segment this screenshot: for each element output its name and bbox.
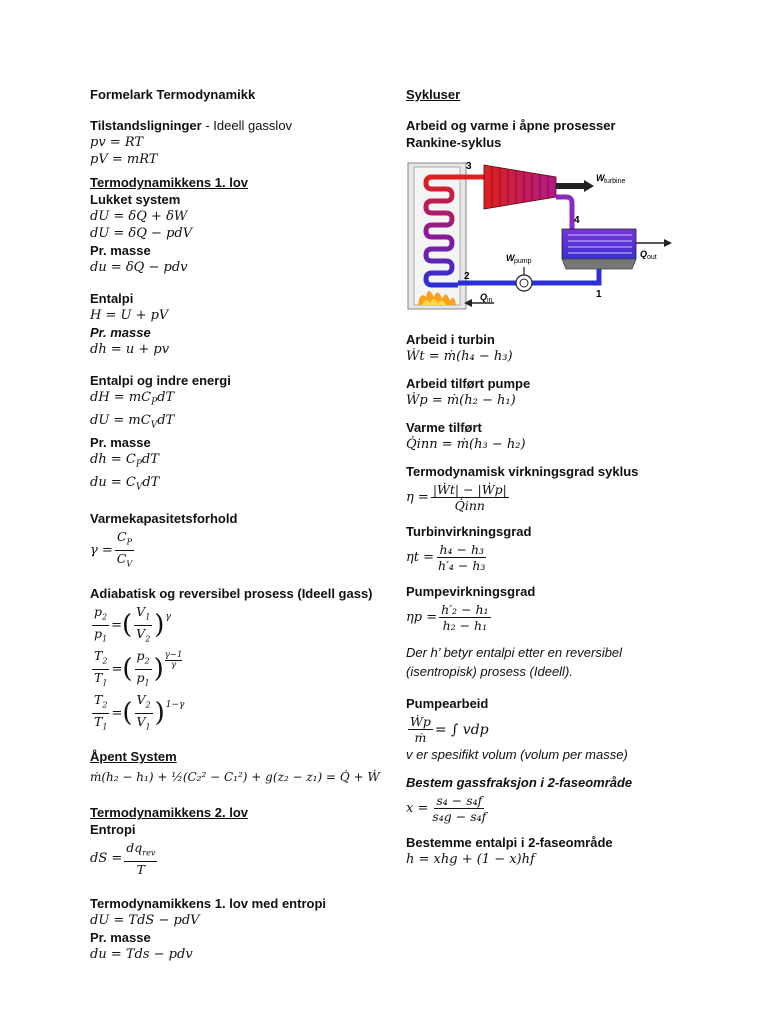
eq-virkningsgrad-den: Q̇inn — [454, 498, 485, 513]
eq-indre-1-b: dT — [157, 390, 175, 405]
right-column — [406, 86, 726, 868]
eq-indre-4-b: dT — [142, 474, 160, 490]
eq-entropi-fraction — [124, 840, 157, 877]
eq-lov1-entropi-2: du = Tds − pdv — [90, 946, 193, 962]
rankine-heading: Rankine-syklus — [406, 135, 502, 150]
eq-indre-4: du = $C_VdT$ — [90, 474, 160, 493]
adiabatisk-heading: Adiabatisk og reversibel prosess (Ideell gass) — [90, 586, 373, 602]
eq-entropi-num: dq — [126, 840, 143, 856]
eq-pumpearbeid-num: Ẇp — [410, 714, 431, 729]
isentropic-note: Der h’ betyr entalpi etter en reversibel (isentropisk) prosess (Ideell). — [406, 645, 623, 679]
eq-pumpearbeid-den: ṁ — [414, 730, 427, 745]
condenser — [562, 229, 636, 259]
eq-entropi — [90, 840, 390, 877]
eq-entalpi-1: H = U + pV — [90, 308, 169, 323]
w-pump-label: W — [506, 253, 515, 263]
q-in-sub: in — [487, 297, 493, 304]
turbine — [484, 165, 556, 209]
lov2-heading: Termodynamikkens 2. lov — [90, 805, 248, 821]
pr-masse-label: Pr. masse — [90, 325, 151, 340]
eq-indre-2-b: dT — [157, 412, 175, 428]
eq-varme-tilfort: Q̇inn = ṁ(h₃ − h₂) — [406, 437, 526, 452]
eq-pumpearbeid — [406, 714, 726, 745]
q-out-label: Q — [640, 249, 648, 259]
apent-system-heading: Åpent System — [90, 749, 177, 765]
document-title: Formelark Termodynamikk — [90, 87, 256, 102]
eq-turbinvirk-den: h′₄ − h₃ — [438, 558, 486, 573]
state-4-label: 4 — [574, 215, 580, 226]
eq-indre-1-a: dH = mC — [90, 390, 152, 405]
indre-energi-heading: Entalpi og indre energi — [90, 373, 231, 388]
pump — [516, 275, 532, 291]
tilstand-sub: Ideell gasslov — [213, 118, 293, 133]
state-3-label: 3 — [466, 161, 472, 172]
pr-masse-label: Pr. masse — [90, 435, 151, 451]
eq-lov1-2: dU = δQ − pdV — [90, 226, 193, 241]
q-in-label: Q — [480, 292, 488, 302]
pumpe-heading: Arbeid tilført pumpe — [406, 376, 531, 391]
shaft-arrow-icon — [584, 180, 594, 192]
varmekapasitet-heading: Varmekapasitetsforhold — [90, 511, 238, 527]
tilstand-heading — [90, 117, 390, 134]
spesifikt-volum-note: v er spesifikt volum (volum per masse) — [406, 747, 628, 762]
eq-turbinvirkningsgrad — [406, 542, 726, 573]
eq-indre-2: dU = $mC_VdT$ — [90, 412, 175, 431]
eq-lov1-3: du = δQ − pdv — [90, 260, 188, 275]
eq-pumpevirk-num: h′₂ − h₁ — [441, 602, 489, 617]
eq-gamma-fraction: $\frac{C_P}{C_V}$ — [116, 529, 133, 569]
eq-indre-1: dH = $mC_PdT$ — [90, 390, 175, 408]
eq-gassfraksjon-lhs: x = — [406, 801, 429, 816]
eq-gamma-den: C — [116, 550, 127, 566]
eq-virkningsgrad — [406, 482, 726, 513]
w-turbine-label: W — [596, 173, 605, 183]
q-out-arrow-icon — [664, 239, 672, 247]
eq-lov1-entropi-1: dU = TdS − pdV — [90, 912, 200, 928]
eq-entalpi-2fase: h = xhg + (1 − x)hf — [406, 852, 535, 867]
lukket-system-label: Lukket system — [90, 192, 181, 207]
pumpevirkningsgrad-heading: Pumpevirkningsgrad — [406, 584, 536, 599]
sykluser-title: Sykluser — [406, 87, 461, 102]
eq-pumpevirk-den: h₂ − h₁ — [442, 618, 488, 633]
eq-ideal-gas-1: pv = RT — [90, 135, 144, 150]
eq-entropi-den: T — [136, 861, 145, 877]
tilstand-sep: - — [201, 118, 214, 133]
eq-entalpi-2: dh = u + pv — [90, 342, 170, 357]
turbin-heading: Arbeid i turbin — [406, 332, 495, 347]
w-turbine-sub: turbine — [604, 178, 626, 185]
eq-turbinvirk-lhs: ηt = — [406, 550, 435, 565]
w-pump-sub: pump — [514, 258, 532, 265]
eq-entropi-num-sub: rev — [142, 848, 156, 858]
eq-virkningsgrad-lhs: η = — [406, 490, 429, 505]
pr-masse-label: Pr. masse — [90, 243, 151, 258]
lov1-entropi-heading: Termodynamikkens 1. lov med entropi — [90, 895, 326, 911]
eq-lov1-1: dU = δQ + δW — [90, 209, 188, 224]
eq-ideal-gas-2: pV = mRT — [90, 152, 158, 167]
left-column — [90, 86, 390, 963]
state-1-label: 1 — [596, 289, 602, 300]
eq-indre-2-a: dU = mC — [90, 412, 151, 428]
eq-pumpe: Ẇp = ṁ(h₂ − h₁) — [406, 393, 516, 408]
varme-tilfort-heading: Varme tilført — [406, 420, 482, 435]
eq-adiabatic-2: $\frac{T_2}{T_1}$ = ( $\frac{p_2}{p_1}$ ) γ−1 γ — [94, 648, 183, 688]
eq-gamma-lhs: γ = — [90, 542, 113, 558]
eq-gassfraksjon — [406, 793, 726, 824]
rankine-diagram — [406, 157, 696, 317]
eq-turbinvirk-num: h₄ − h₃ — [439, 542, 485, 557]
entalpi-heading: Entalpi — [90, 291, 134, 306]
lov1-heading: Termodynamikkens 1. lov — [90, 175, 248, 190]
gassfraksjon-heading: Bestem gassfraksjon i 2-faseområde — [406, 775, 633, 790]
eq-gassfraksjon-den: s₄g − s₄f — [432, 809, 487, 824]
eq-pumpearbeid-rhs: = ∫ vdp — [434, 721, 489, 738]
eq-gamma — [90, 529, 390, 571]
eq-gamma-num: C — [116, 529, 127, 545]
eq-indre-3-b: dT — [141, 452, 159, 468]
entalpi-2fase-heading: Bestemme entalpi i 2-faseområde — [406, 835, 613, 850]
eq-indre-3: dh = $C_PdT$ — [90, 452, 159, 470]
pumpearbeid-heading: Pumpearbeid — [406, 696, 489, 711]
pr-masse-label: Pr. masse — [90, 929, 151, 945]
arbeid-varme-heading: Arbeid og varme i åpne prosesser — [406, 118, 616, 133]
eq-adiabatic-3: $\frac{T_2}{T_1}$ = ( $\frac{V_2}{V_1}$ ) 1−γ — [94, 692, 185, 732]
turbinvirkningsgrad-heading: Turbinvirkningsgrad — [406, 524, 532, 539]
eq-pumpevirkningsgrad — [406, 602, 726, 633]
eq-indre-3-a: dh = C — [90, 452, 136, 468]
eq-indre-4-a: du = C — [90, 474, 136, 490]
eq-apent-system: ṁ(h₂ − h₁) + ½(C₂² − C₁²) + g(z₂ − z₁) = Q̇ + Ẇ — [90, 770, 380, 785]
tilstand-label: Tilstandsligninger — [90, 118, 202, 133]
rankine-svg — [406, 157, 696, 317]
eq-virkningsgrad-num: |Ẇt| − |Ẇp| — [432, 482, 507, 497]
eq-gassfraksjon-num: s₄ − s₄f — [436, 793, 483, 808]
eq-adiabatic-1: $\frac{p_2}{p_1}$ = ( $\frac{V_1}{V_2}$ ) γ — [94, 604, 171, 644]
eq-turbin: Ẇt = ṁ(h₄ − h₃) — [406, 349, 513, 364]
eq-entropi-lhs: dS = — [90, 851, 123, 867]
state-2-label: 2 — [464, 271, 470, 282]
q-out-sub: out — [647, 254, 657, 261]
eq-pumpevirk-lhs: ηp = — [406, 610, 438, 625]
virkningsgrad-heading: Termodynamisk virkningsgrad syklus — [406, 464, 639, 479]
entropi-label: Entropi — [90, 822, 136, 838]
